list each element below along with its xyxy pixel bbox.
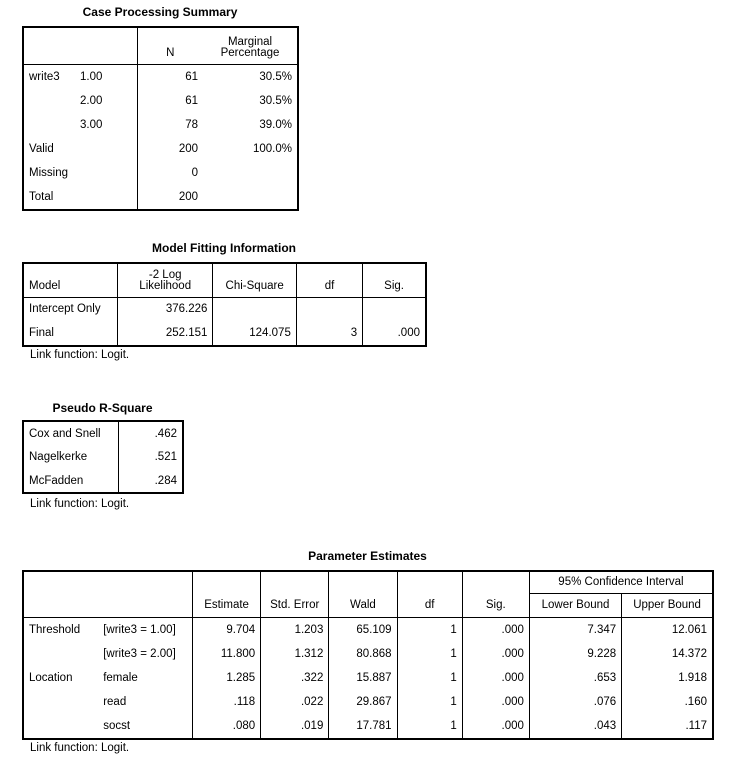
row-label: Missing: [29, 167, 68, 179]
cell-group: [23, 690, 98, 714]
cell-term: [write3 = 2.00]: [103, 648, 176, 660]
cell-sig: .000: [462, 666, 529, 690]
table-row: [23, 445, 183, 469]
table-row: [23, 642, 713, 666]
cell-wald: 29.867: [329, 690, 397, 714]
cell-upper-bound: 1.918: [622, 666, 713, 690]
table-row: [23, 714, 713, 739]
table-row: [23, 64, 298, 89]
table-row: [23, 89, 298, 113]
cell-percentage: 100.0%: [252, 143, 292, 155]
case-header-n: N: [137, 27, 203, 64]
row-sublabel: [75, 185, 137, 210]
params-header-upper-bound: Upper Bound: [622, 593, 713, 617]
params-header-spacer: [397, 571, 462, 593]
row-label: Total: [29, 191, 54, 203]
table-row: [23, 297, 426, 321]
table-row: [23, 666, 713, 690]
cell-n: 200: [137, 137, 203, 161]
row-sublabel: 2.00: [80, 95, 103, 107]
table-row: [23, 137, 298, 161]
params-header-lower-bound: Lower Bound: [529, 593, 621, 617]
cell-percentage: 39.0%: [259, 119, 292, 131]
params-header-wald: Wald: [329, 593, 397, 617]
cell-group: Location: [29, 672, 73, 684]
params-header-sig: Sig.: [462, 593, 529, 617]
case-processing-table: [22, 26, 299, 211]
cell-group: [23, 714, 98, 739]
cell-df: 1: [397, 666, 462, 690]
cell-wald: 17.781: [329, 714, 397, 739]
cell-estimate: .080: [192, 714, 260, 739]
cell-lower-bound: .076: [529, 690, 621, 714]
row-sublabel: 3.00: [80, 119, 103, 131]
fit-header-likelihood-line2: Likelihood: [139, 279, 192, 292]
cell-lower-bound: .043: [529, 714, 621, 739]
cell-value: .462: [118, 421, 183, 445]
cell-term: read: [103, 696, 127, 708]
pseudo-r-square-note: Link function: Logit.: [30, 498, 130, 510]
cell-group: Threshold: [23, 617, 98, 642]
case-header-percentage-line1: Marginal: [227, 35, 273, 48]
table-row: [23, 161, 298, 185]
params-header-df: df: [397, 593, 462, 617]
row-sublabel: [75, 161, 137, 185]
cell-df: 3: [296, 321, 362, 346]
cell-sig: .000: [363, 321, 426, 346]
parameter-estimates-table: [22, 570, 714, 740]
cell-term: socst: [103, 720, 131, 732]
cell-percentage: [203, 161, 298, 185]
params-header-estimate: Estimate: [192, 593, 260, 617]
table-row: [23, 421, 183, 445]
row-label: Valid: [29, 143, 54, 155]
model-fitting-note: Link function: Logit.: [30, 349, 130, 361]
row-label: [23, 113, 75, 137]
params-header-spacer: [261, 571, 329, 593]
cell-upper-bound: 12.061: [622, 617, 713, 642]
cell-sig: .000: [462, 642, 529, 666]
cell-lower-bound: .653: [529, 666, 621, 690]
cell-statistic: Cox and Snell: [29, 427, 101, 440]
case-header-empty: [23, 27, 137, 64]
fit-header-chisquare: Chi-Square: [213, 263, 296, 297]
cell-df: 1: [397, 690, 462, 714]
cell-estimate: 1.285: [192, 666, 260, 690]
params-header-std-error: Std. Error: [261, 593, 329, 617]
cell-likelihood: 376.226: [117, 297, 212, 321]
cell-likelihood: 252.151: [117, 321, 212, 346]
cell-chisquare: [213, 297, 296, 321]
fit-header-sig: Sig.: [363, 263, 426, 297]
model-fitting-table: [22, 262, 427, 347]
case-header-percentage: [203, 27, 298, 64]
cell-wald: 80.868: [329, 642, 397, 666]
cell-upper-bound: .117: [622, 714, 713, 739]
cell-wald: 65.109: [329, 617, 397, 642]
fit-header-df: df: [296, 263, 362, 297]
case-header-percentage-line2: Percentage: [220, 46, 280, 59]
table-row: [23, 185, 298, 210]
cell-sig: [363, 297, 426, 321]
case-processing-title: Case Processing Summary: [82, 5, 238, 19]
cell-value: .284: [118, 469, 183, 493]
params-header-spacer: [192, 571, 260, 593]
cell-estimate: .118: [192, 690, 260, 714]
table-row: [23, 617, 713, 642]
cell-percentage: 30.5%: [259, 95, 292, 107]
cell-percentage: 30.5%: [203, 64, 298, 89]
params-header-spacer: [329, 571, 397, 593]
row-label: [23, 89, 75, 113]
cell-estimate: 9.704: [192, 617, 260, 642]
cell-term: female: [103, 672, 138, 684]
cell-lower-bound: 9.228: [529, 642, 621, 666]
pseudo-r-square-title: Pseudo R-Square: [52, 401, 153, 415]
row-sublabel: 1.00: [75, 64, 137, 89]
cell-upper-bound: .160: [622, 690, 713, 714]
parameter-estimates-note: Link function: Logit.: [30, 742, 130, 754]
table-row: [23, 690, 713, 714]
cell-df: 1: [397, 642, 462, 666]
row-sublabel: [75, 137, 137, 161]
cell-value: .521: [118, 445, 183, 469]
model-fitting-title: Model Fitting Information: [152, 241, 296, 255]
params-header-empty: [23, 571, 192, 617]
cell-group: [23, 642, 98, 666]
fit-header-likelihood: [117, 263, 212, 297]
cell-estimate: 11.800: [192, 642, 260, 666]
cell-term: [write3 = 1.00]: [98, 617, 192, 642]
cell-wald: 15.887: [329, 666, 397, 690]
cell-sig: .000: [462, 714, 529, 739]
fit-header-likelihood-line1: -2 Log: [148, 268, 182, 281]
cell-chisquare: 124.075: [213, 321, 296, 346]
row-label: write3: [23, 64, 75, 89]
cell-df: 1: [397, 714, 462, 739]
table-row: [23, 469, 183, 493]
cell-n: 200: [137, 185, 203, 210]
cell-std-error: 1.203: [261, 617, 329, 642]
params-header-spacer: [462, 571, 529, 593]
table-row: [23, 113, 298, 137]
table-row: [23, 321, 426, 346]
parameter-estimates-title: Parameter Estimates: [308, 549, 427, 563]
cell-std-error: 1.312: [261, 642, 329, 666]
cell-df: [296, 297, 362, 321]
cell-sig: .000: [462, 690, 529, 714]
params-header-ci: 95% Confidence Interval: [529, 571, 713, 593]
cell-n: 61: [137, 64, 203, 89]
cell-n: 78: [137, 113, 203, 137]
cell-std-error: .322: [261, 666, 329, 690]
cell-lower-bound: 7.347: [529, 617, 621, 642]
cell-sig: .000: [462, 617, 529, 642]
cell-upper-bound: 14.372: [622, 642, 713, 666]
cell-statistic: Nagelkerke: [29, 451, 88, 463]
cell-n: 61: [137, 89, 203, 113]
cell-statistic: McFadden: [29, 474, 84, 487]
cell-std-error: .022: [261, 690, 329, 714]
cell-percentage: [203, 185, 298, 210]
fit-header-model: Model: [29, 279, 61, 292]
cell-df: 1: [397, 617, 462, 642]
cell-n: 0: [137, 161, 203, 185]
cell-model: Final: [29, 327, 54, 339]
cell-std-error: .019: [261, 714, 329, 739]
pseudo-r-square-table: [22, 420, 184, 494]
cell-model: Intercept Only: [23, 297, 117, 321]
